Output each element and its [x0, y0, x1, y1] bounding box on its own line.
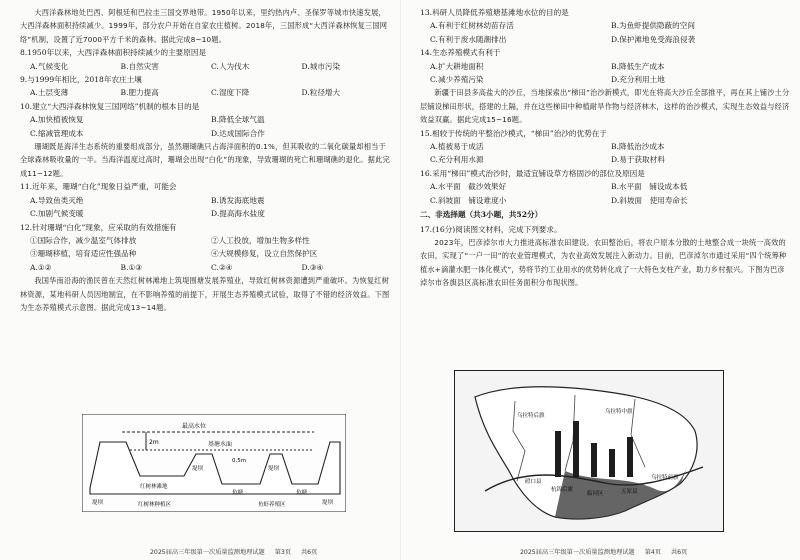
statement: ②人工投放，增加生物多样性 [211, 235, 310, 245]
area-bar [555, 431, 561, 477]
map-label: 乌拉特前旗 [651, 475, 679, 481]
bayannur-map [454, 370, 724, 532]
option: C.减少养殖污染 [430, 75, 484, 85]
footer-exam-title: 2025届高三年级第一次质量监测地理试题 [520, 549, 635, 556]
question-16: 16.采用“梯田”模式治沙时，最适宜铺设草方格固沙的部位及原因是 [420, 168, 645, 178]
option: C.湿度下降 [211, 88, 250, 98]
base-water-label: 基塘水面 [208, 441, 233, 448]
intro-sand-terrace: 新疆于田县多高盐大的沙丘，当地探索出“梯田”治沙新模式，即光在将高大沙丘全部推平，再在其上铺沙土分层铺设梯田形状，搭建的土隔，并在这些梯田中种植耐旱作物与经济林木，这样的治沙模式，实现生态效益与经济效益双赢。据此完成15~16题。 [420, 88, 790, 125]
question-12: 12.针对珊瑚“白化”现象，应采取的有效措施有 [20, 222, 177, 232]
option: A.加快植被恢复 [30, 115, 84, 125]
option: D.达成国际合作 [211, 128, 265, 138]
option: C.缩减管理成本 [30, 128, 84, 138]
question-17: 17.(16分)阅读图文材料，完成下列要求。 [420, 224, 562, 234]
option: A.水平面 截沙效果好 [430, 182, 507, 192]
question-11-options [30, 194, 392, 221]
option: D.保护滩地免受海浪侵袭 [611, 34, 696, 44]
option: D.斜坡面 使用寿命长 [611, 195, 688, 205]
zone-label: 鱼塘 [232, 490, 244, 496]
map-label: 乌拉特后旗 [517, 413, 545, 419]
option: B.诱发海底地震 [211, 195, 265, 205]
question-16-options [430, 180, 792, 207]
question-13-options [430, 19, 792, 46]
question-12-items [30, 234, 392, 261]
aquaculture-cross-section [82, 414, 346, 512]
zone-label: 堤坝 [92, 500, 104, 506]
area-bar [609, 449, 615, 477]
area-bar [573, 421, 579, 477]
option: B.水平面 铺设成本低 [611, 182, 688, 192]
option: A.扩大耕地面积 [430, 61, 484, 71]
option: B.降低全球气温 [211, 115, 265, 125]
option: D.易于获取材料 [611, 155, 665, 165]
option: D.提高海水盐度 [211, 209, 265, 219]
statement: ①国际合作，减少温室气体排放 [30, 235, 137, 245]
map-label: 杭锦后旗 [551, 487, 574, 493]
question-9-options [30, 86, 392, 99]
page-gutter [400, 0, 401, 560]
question-9: 9.与1999年相比，2018年农庄土壤 [20, 75, 142, 85]
cross-section-svg [82, 414, 346, 512]
question-12-options [30, 261, 392, 274]
right-page [420, 6, 792, 290]
option: D.③④ [301, 262, 324, 272]
footer-page: 第4页 [644, 549, 662, 556]
map-label: 乌拉特中旗 [605, 409, 633, 415]
option: B.降低生产成本 [611, 61, 665, 71]
legend-fish: 鱼虾养殖区 [258, 502, 286, 508]
map-label: 五原县 [621, 489, 638, 495]
option: D.城市污染 [301, 61, 341, 71]
option: A.土层变薄 [30, 88, 69, 98]
option: D.充分利用土地 [611, 75, 665, 85]
area-bar [591, 443, 597, 477]
option: C.斜坡面 铺设难度小 [430, 195, 507, 205]
footer-exam-title: 2025届高三年级第一次质量监测地理试题 [150, 549, 265, 556]
area-bar [627, 437, 633, 477]
intro-forest: 大西洋森林地处巴西、阿根廷和巴拉圭三国交界地带。1950年以来，里约热内卢、圣保罗等城市快速发展，大西洋森林面积持续减少。1999年，部分农户开始在自家农庄植树。2018年，三国形成“大西洋森林恢复三国网络”机制，设置了近7000平方千米的森林。据此完成8~10题。 [20, 8, 388, 44]
question-11: 11.近年来，珊瑚“白化”现象日益严重，可能会 [20, 182, 177, 192]
footer-left [150, 547, 325, 556]
question-15-options [430, 140, 792, 167]
option: B.①③ [120, 262, 143, 272]
option: B.肥力提高 [120, 88, 159, 98]
option: C.有利于废水随潮排出 [430, 34, 507, 44]
option: A.①② [30, 262, 52, 272]
option: D.粒径增大 [301, 88, 341, 98]
top-water-label: 最高水位 [182, 423, 207, 430]
option: A.气候变化 [30, 61, 69, 71]
zone-label: 堤坝 [268, 466, 280, 472]
option: C.充分利用水源 [430, 155, 484, 165]
dim-label-05: 0.5m [232, 458, 247, 464]
option: C.②④ [211, 262, 233, 272]
option: B.自然灾害 [120, 61, 159, 71]
question-15: 15.相较于传统的平整治沙模式，“梯田”治沙的优势在于 [420, 128, 607, 138]
intro-coral: 珊瑚既是海洋生态系统的重要组成部分，虽然珊瑚礁只占海洋面积的0.1%，但其吸收的二氧化碳量却相当于全球森林吸收量的一半。当海洋温度过高时，珊瑚会出现“白化”的现象，导致珊瑚的死亡和珊瑚礁的退化。据此完成11~12题。 [20, 142, 390, 178]
intro-farmland: 2023年，巴彦淖尔市大力推进高标准农田建设。农田整治后，将农户原本分散的土地整合成一块统一高效的农田，实现了“一户一田”的农业管理模式，为农业高效发展注入新动力。目前，巴彦淖尔市通过采用“四个统筹种植水+滴灌水肥一体化模式”，势将节约工业用水的优势转化成了一大特色支柱产业，助力乡村振兴。下图为巴彦淖尔市各旗县区高标准农田任务面积分布现状图。 [420, 237, 787, 288]
option: B.为鱼虾提供隐蔽的空间 [611, 21, 695, 31]
dim-label-2m: 2m [149, 439, 159, 446]
option: B.降低治沙成本 [611, 142, 665, 152]
zone-label: 堤坝 [322, 500, 334, 506]
left-page [20, 6, 392, 314]
statement: ④大规模修复，设立自然保护区 [211, 249, 318, 259]
option: C.人为伐木 [211, 61, 250, 71]
intro-mangrove: 我国华南沿海的渔民曾在天然红树林滩地上筑堤围塘发展养殖业，导致红树林资源遭到严重破坏。为恢复红树林资源，某地科研人员因地制宜，在不影响养殖的前提下，开展生态养殖模式试验，取得了不错的经济效益。下图为生态养殖模式示意图。据此完成13~14题。 [20, 276, 390, 312]
zone-label: 堤坝 [192, 466, 204, 472]
question-14: 14.生态养殖模式有利于 [420, 48, 501, 58]
option: C.加剧气候变暖 [30, 209, 84, 219]
footer-page: 第3页 [274, 549, 292, 556]
question-8: 8.1950年以来，大西洋森林面积持续减少的主要原因是 [20, 48, 207, 58]
option: A.导致鱼类灭绝 [30, 195, 84, 205]
zone-label: 鱼塘 [296, 490, 308, 496]
zone-label: 红树林滩地 [140, 484, 168, 490]
question-14-options [430, 60, 792, 87]
map-svg [455, 371, 723, 531]
question-10: 10.建立“大西洋森林恢复三国网络”机制的根本目的是 [20, 101, 200, 111]
footer-total: 共6页 [301, 549, 318, 556]
question-10-options [30, 113, 392, 140]
map-label: 临河区 [587, 491, 604, 497]
footer-total: 共6页 [671, 549, 688, 556]
option: A.植被易于成活 [430, 142, 484, 152]
question-8-options [30, 60, 392, 73]
footer-right [520, 547, 695, 556]
map-label: 磴口县 [525, 479, 542, 485]
option: A.有利于红树林幼苗存活 [430, 21, 514, 31]
statement: ③珊瑚移植，培育适应性强品种 [30, 249, 137, 259]
legend-mangrove: 红树林种植区 [138, 502, 172, 508]
section-heading: 二、非选择题（共3小题，共52分） [420, 210, 543, 220]
question-13: 13.科研人员降低养殖塘基滩地水位的目的是 [420, 8, 569, 17]
